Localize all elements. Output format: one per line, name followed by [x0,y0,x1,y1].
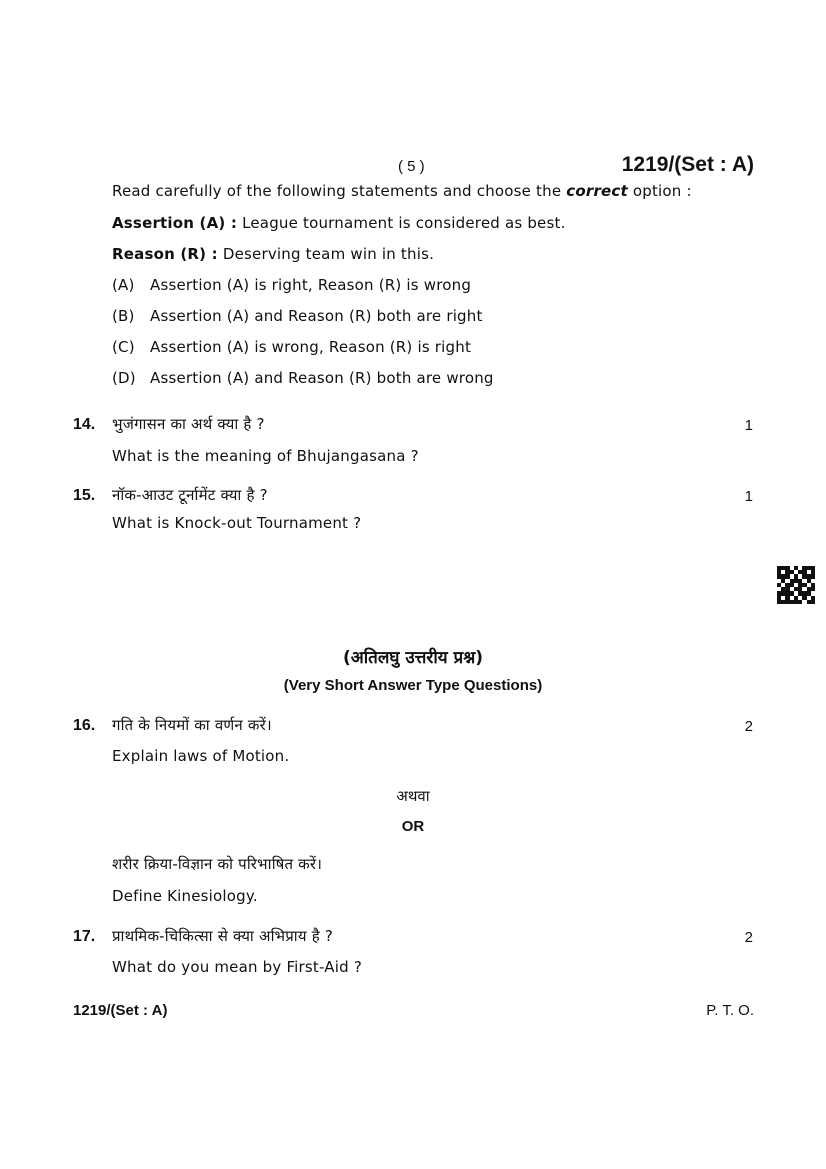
or-hindi: अथवा [396,787,430,805]
q15-number: 15. [73,487,96,504]
option-letter: (C) [112,338,135,356]
reason-text: Deserving team win in this. [222,245,435,263]
assertion-text: League tournament is considered as best. [242,214,566,232]
footer-pto: P. T. O. [706,1002,754,1019]
q13-option-d [112,369,494,387]
q17-english: What do you mean by First-Aid ? [112,958,362,976]
q13-option-a [112,276,471,294]
option-letter: (B) [112,307,135,325]
q16-alt-hindi: शरीर क्रिया-विज्ञान को परिभाषित करें। [112,855,323,873]
q13-assertion [112,214,566,232]
q16-english: Explain laws of Motion. [112,747,290,765]
q15-english: What is Knock-out Tournament ? [112,514,362,532]
q13-option-c [112,338,471,356]
q13-instruction-pre: Read carefully of the following statements and choose the [112,182,562,200]
q13-instruction-post: option : [632,182,692,200]
q17-hindi: प्राथमिक-चिकित्सा से क्या अभिप्राय है ? [112,927,334,945]
option-text: Assertion (A) and Reason (R) both are wrong [150,369,494,387]
q13-instruction [112,182,692,200]
option-letter: (D) [112,369,136,387]
option-letter: (A) [112,276,135,294]
q14-marks: 1 [744,417,753,434]
q16-number: 16. [73,717,96,734]
page-number: ( 5 ) [398,158,425,175]
q16-hindi: गति के नियमों का वर्णन करें। [112,716,272,734]
assertion-label: Assertion (A) : [112,214,238,232]
or-english: OR [401,818,425,835]
option-text: Assertion (A) is right, Reason (R) is wrong [150,276,472,294]
option-text: Assertion (A) and Reason (R) both are right [150,307,483,325]
footer-code: 1219/(Set : A) [73,1002,168,1019]
q15-marks: 1 [744,488,753,505]
reason-label: Reason (R) : [112,245,218,263]
q14-hindi: भुजंगासन का अर्थ क्या है ? [112,415,265,433]
option-text: Assertion (A) is wrong, Reason (R) is right [150,338,472,356]
qr-code-icon [777,566,815,604]
section-heading-hindi: (अतिलघु उत्तरीय प्रश्न) [342,648,483,668]
q16-marks: 2 [744,718,753,735]
q17-marks: 2 [744,929,753,946]
paper-code: 1219/(Set : A) [621,153,754,176]
q14-number: 14. [73,416,96,433]
q13-reason [112,245,434,263]
section-heading-english: (Very Short Answer Type Questions) [283,677,543,694]
q13-instruction-emph: correct [566,182,628,200]
q16-alt-english: Define Kinesiology. [112,887,258,905]
q15-hindi: नॉक-आउट टूर्नामेंट क्या है ? [112,486,268,504]
q14-english: What is the meaning of Bhujangasana ? [112,447,419,465]
q17-number: 17. [73,928,96,945]
q13-option-b [112,307,483,325]
